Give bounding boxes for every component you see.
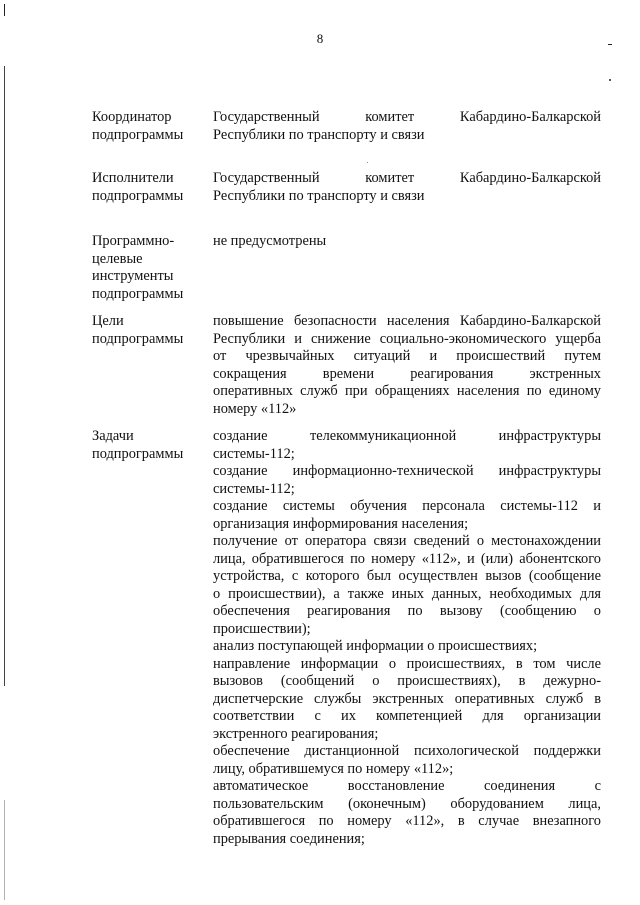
- value-line: происшествии);: [213, 620, 311, 637]
- value-line: пользовательским (оконечным) оборудованием лица,: [213, 795, 601, 812]
- scan-artifact-top-right: [608, 44, 612, 45]
- value-line: о происшествии), а также иных данных, необходимых для: [213, 585, 601, 602]
- label-line: подпрограммы: [92, 187, 184, 204]
- value-line: диспетчерские службы экстренных оперативных служб в: [213, 690, 601, 707]
- executors-value: [213, 170, 601, 205]
- scan-artifact-left-top: [4, 4, 5, 16]
- label-line: подпрограммы: [92, 285, 184, 302]
- value-line: лицу, обратившемуся по номеру «112»;: [213, 760, 454, 777]
- label-line: подпрограммы: [92, 126, 184, 143]
- label-line: подпрограммы: [92, 445, 184, 462]
- label-line: Цели: [92, 313, 124, 329]
- value-line: оперативных служб при обращениях населения по единому: [213, 383, 601, 399]
- value-line: получение от оператора связи сведений о местонахождении: [213, 533, 601, 549]
- value-line: повышение безопасности населения Кабардино-Балкарской: [213, 313, 601, 329]
- value-line: Республики по транспорту и связи: [213, 187, 425, 204]
- value-line: экстренного реагирования;: [213, 725, 379, 742]
- executors-label: [92, 170, 204, 205]
- label-line: Задачи: [92, 428, 134, 444]
- value-line: обратившегося по номеру «112», в случае внезапного: [213, 813, 601, 829]
- coordinator-label: [92, 109, 204, 144]
- tasks-value: [213, 428, 601, 848]
- value-line: анализ поступающей информации о происшествиях;: [213, 638, 538, 654]
- value-line: обеспечения реагирования по вызову (сообщению о: [213, 603, 601, 619]
- value-line: устройства, с которого был осуществлен вызов (сообщение: [213, 568, 601, 584]
- scan-artifact-speck: [367, 162, 368, 163]
- value-line: прерывания соединения;: [213, 830, 365, 847]
- label-line: Программно-: [92, 233, 175, 249]
- scan-artifact-left-bottom: [4, 800, 5, 900]
- label-line: Координатор: [92, 109, 172, 125]
- value-line: Республики и снижение социально-экономического ущерба: [213, 330, 601, 347]
- value-line: системы-112;: [213, 480, 295, 497]
- goals-label: [92, 313, 204, 348]
- value-line: создание информационно-технической инфраструктуры: [213, 463, 601, 479]
- label-line: целевые: [92, 250, 143, 267]
- value-line: автоматическое восстановление соединения с: [213, 778, 601, 794]
- value-line: создание телекоммуникационной инфраструктуры: [213, 428, 601, 444]
- coordinator-value: [213, 109, 601, 144]
- scan-artifact-left-mid: [4, 66, 5, 686]
- value-line: от чрезвычайных ситуаций и происшествий путем: [213, 348, 601, 364]
- value-line: системы-112;: [213, 445, 295, 462]
- value-line: соответствии с их компетенцией для организации: [213, 708, 601, 724]
- label-line: подпрограммы: [92, 330, 184, 347]
- value-line: Государственный комитет Кабардино-Балкарской: [213, 109, 601, 125]
- value-line: не предусмотрены: [213, 233, 327, 249]
- value-line: Государственный комитет Кабардино-Балкарской: [213, 170, 601, 186]
- value-line: обеспечение дистанционной психологической поддержки: [213, 743, 601, 759]
- value-line: Республики по транспорту и связи: [213, 126, 425, 143]
- tasks-label: [92, 428, 204, 463]
- label-line: Исполнители: [92, 170, 174, 186]
- value-line: сокращения времени реагирования экстренных: [213, 365, 601, 382]
- instruments-label: [92, 233, 204, 303]
- value-line: организация информирования населения;: [213, 515, 469, 532]
- goals-value: [213, 313, 601, 418]
- page-number: 8: [316, 31, 324, 46]
- instruments-value: [213, 233, 601, 251]
- value-line: лица, обратившегося по номеру «112», и (или) абонентского: [213, 550, 601, 567]
- value-line: номеру «112»: [213, 400, 297, 417]
- label-line: инструменты: [92, 268, 174, 284]
- value-line: направление информации о происшествиях, в том числе: [213, 655, 601, 672]
- scan-artifact-dot: [609, 79, 611, 81]
- value-line: вызовов (сообщений о происшествиях), в дежурно-: [213, 673, 601, 689]
- value-line: создание системы обучения персонала системы-112 и: [213, 498, 601, 514]
